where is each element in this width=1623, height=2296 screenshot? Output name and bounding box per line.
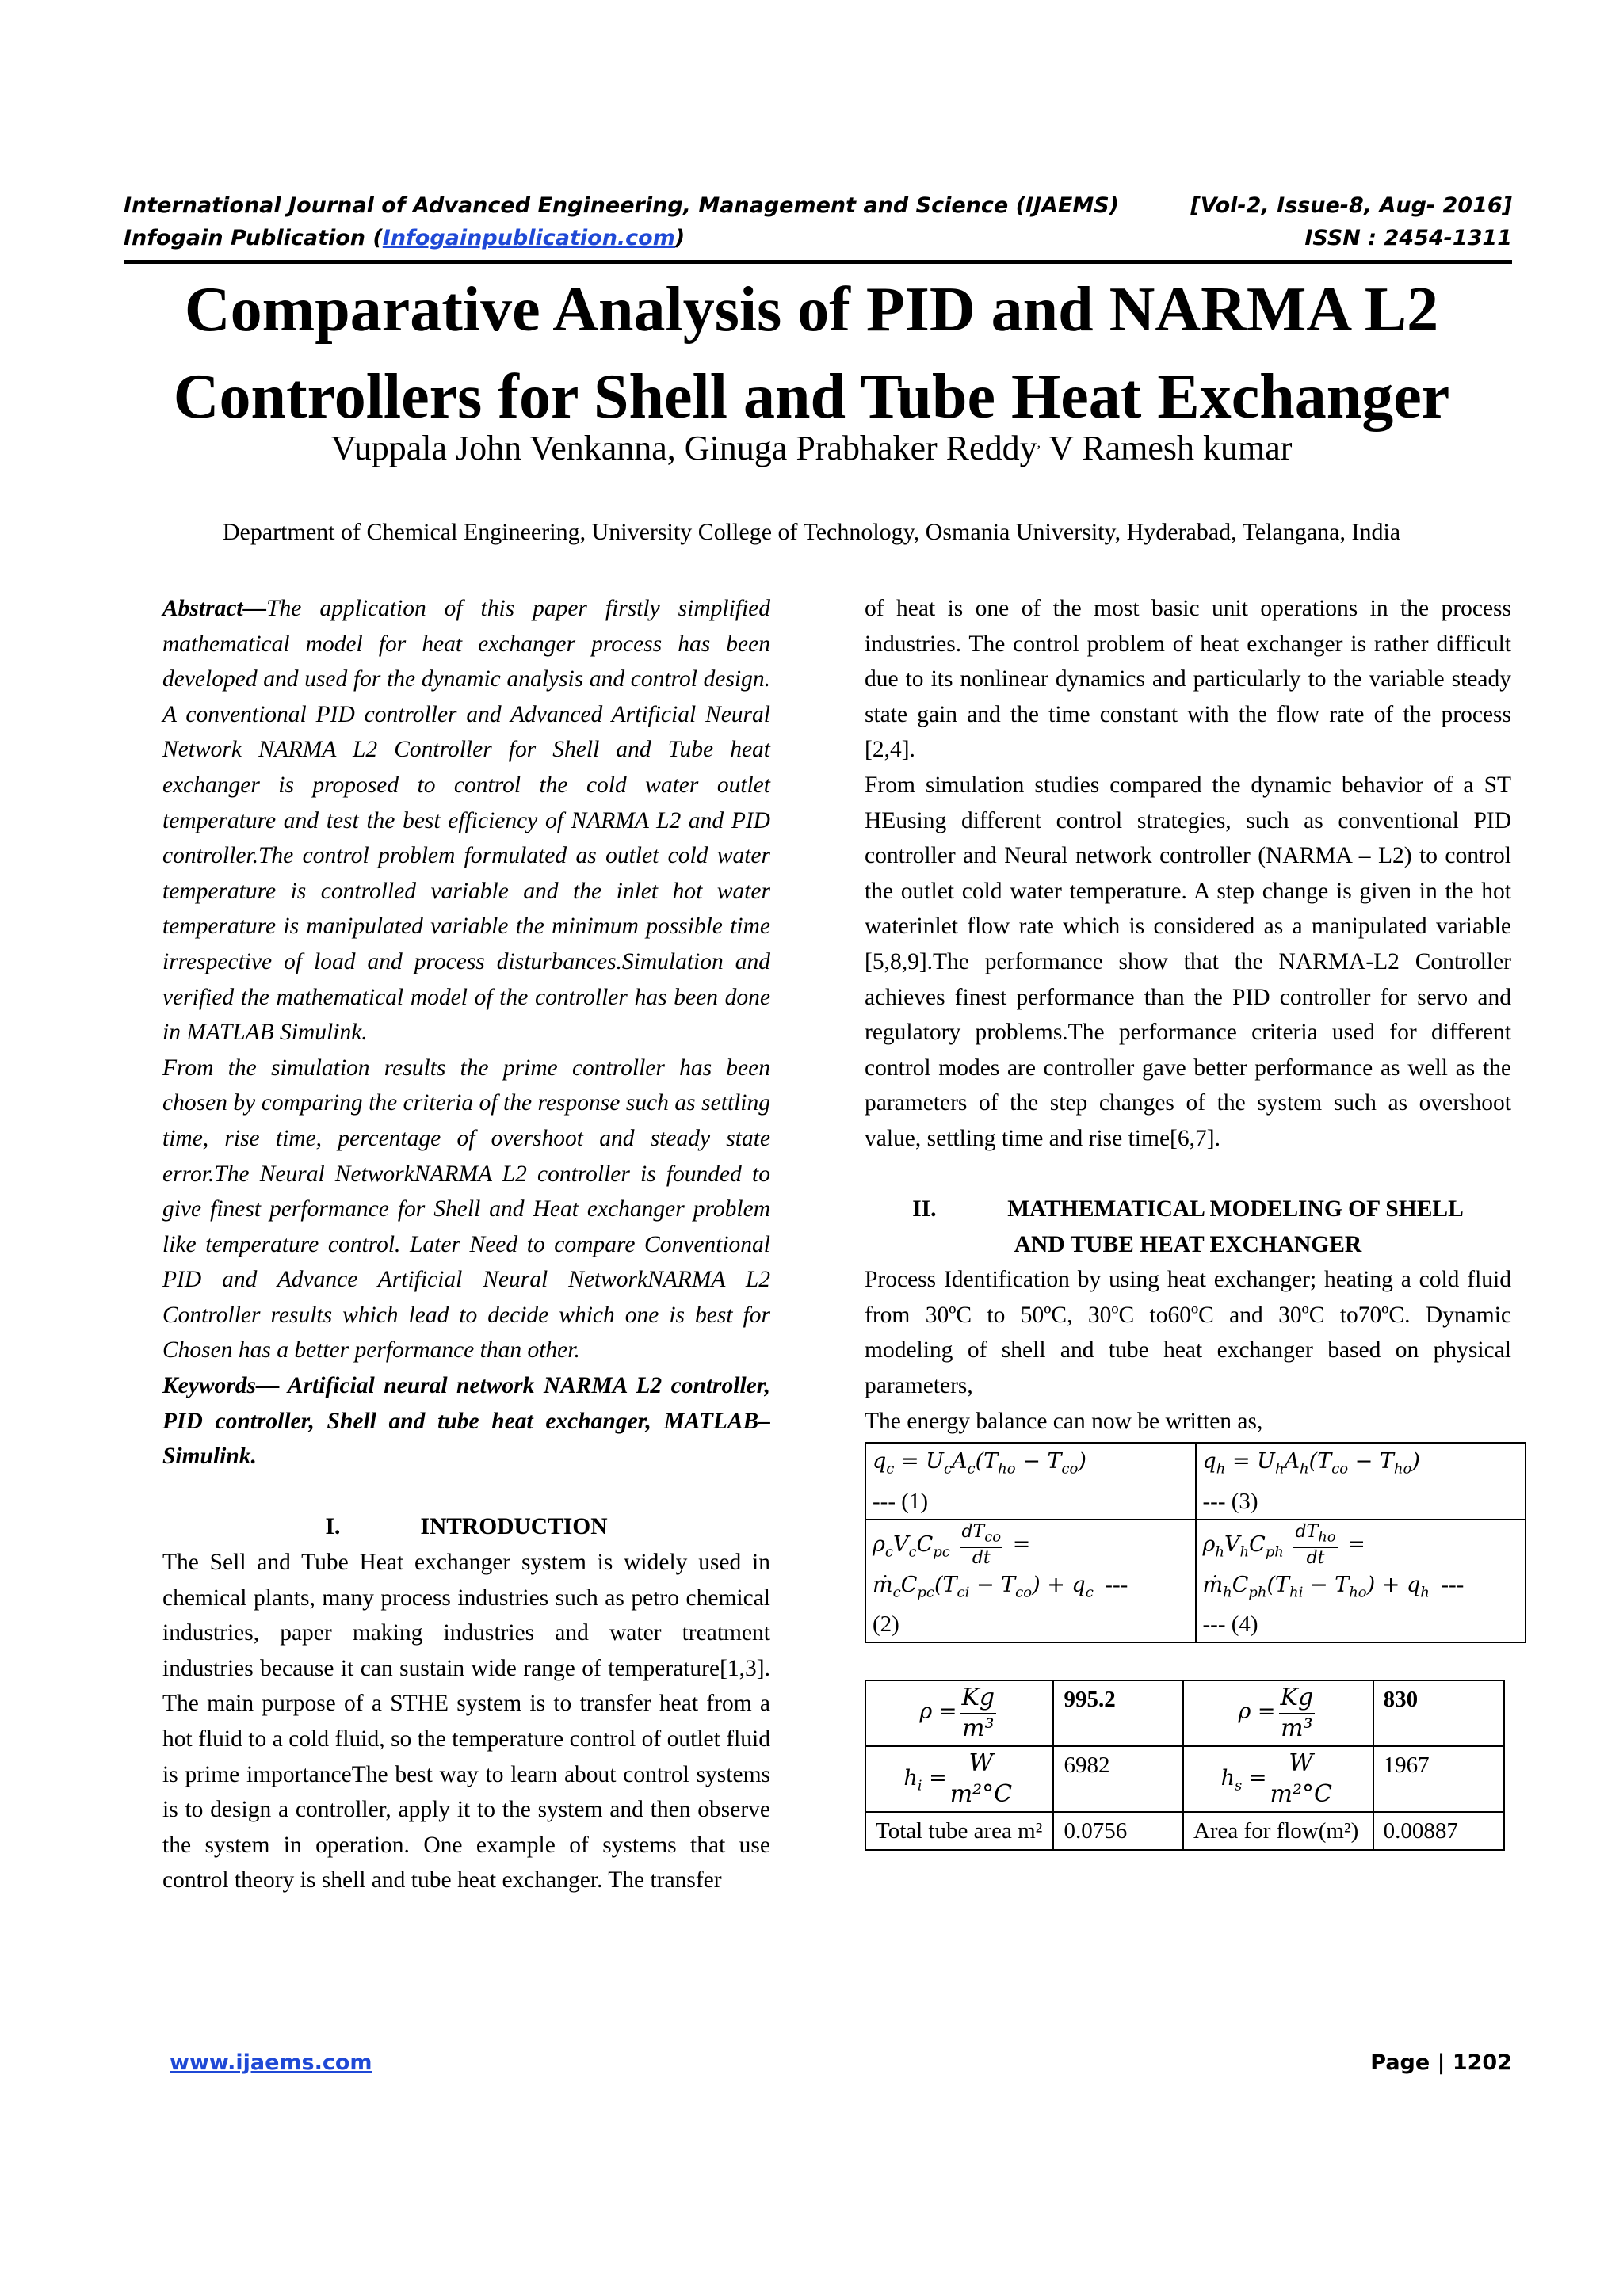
rho-tube-value: 995.2 — [1053, 1680, 1182, 1746]
energy-balance-table — [865, 1442, 1526, 1643]
equation-1-label: --- (1) — [873, 1488, 929, 1514]
equation-3-label: --- (3) — [1202, 1488, 1258, 1514]
keywords: Keywords— Artificial neural network NARMA L2 controller, PID controller, Shell and tube heat exchanger, MATLAB–Simulink. — [162, 1373, 770, 1470]
running-header-top — [124, 193, 1512, 222]
equation-3: $q_h = U_hA_h(T_{co} - T_{ho})$ --- (3) — [1196, 1443, 1526, 1519]
rho-shell-value: 830 — [1373, 1680, 1504, 1746]
abstract: Abstract—The application of this paper firstly simplified mathematical model for heat exchanger process has been developed and used for the dynamic analysis and control design. A conventional PID controller and Advanced Artificial Neural Network NARMA L2 Controller for Shell and Tube heat exchanger is proposed to control the cold water outlet temperature and test the best efficiency of NARMA L2 and PID controller.The control problem formulated as outlet cold water temperature is controlled variable and the inlet hot water temperature is manipulated variable the minimum possible time irrespective of load and process disturbances.Simulation and verified the mathematical model of the controller has been done in MATLAB Simulink. — [162, 596, 770, 1046]
footer-website[interactable]: www.ijaems.com — [170, 2050, 372, 2075]
authors: Vuppala John Venkanna, Ginuga Prabhaker Reddy, V Ramesh kumar — [330, 429, 1293, 467]
physical-parameters-table — [865, 1680, 1505, 1851]
equation-1: $q_c = U_cA_c(T_{ho} - T_{co})$ --- (1) — [865, 1443, 1196, 1519]
simulation-paragraph: From simulation studies compared the dynamic behavior of a ST HEusing different control strategies, such as conventional PID controller and Neural network controller (NARMA – L2) to control the outlet cold water temperature. A step change is given in the hot waterinlet flow rate which is considered as a manipulated variable [5,8,9].The performance show that the NARMA-L2 Controller achieves finest performance than the PID controller for servo and regulatory problems.The performance criteria used for different control modes are controller gave better performance as well as the parameters of the step changes of the system such as overshoot value, settling time and rise time[6,7]. — [865, 772, 1511, 1151]
footer-page-number: Page | 1202 — [1370, 2050, 1512, 2075]
section-heading-introduction: I. INTRODUCTION — [325, 1514, 608, 1540]
intro-continued: of heat is one of the most basic unit operations in the process industries. The control problem of heat exchanger is rather difficult due to its nonlinear dynamics and particularly to the variable steady state gain and the time constant with the flow rate of the process [2,4]. — [865, 596, 1511, 763]
tube-area-value: 0.0756 — [1053, 1812, 1182, 1850]
equation-4: $\rho_hV_hC_{ph}$ $\frac{dT_{ho}}{dt}$ = $ṁ_hC_{ph}(T_{hi} - T_{ho}) + q_h$ --- --- (4) — [1196, 1520, 1526, 1643]
affiliation: Department of Chemical Engineering, University College of Technology, Osmania University, Hyderabad, Telangana, India — [222, 519, 1401, 545]
rho-shell-symbol: ρ = $\frac{Kg}{\text{m³}}$ — [1183, 1680, 1373, 1746]
publisher-link[interactable]: Infogainpublication.com — [382, 226, 675, 250]
equation-2-label: (2) — [873, 1611, 899, 1638]
equation-4-label: --- (4) — [1202, 1611, 1258, 1638]
publisher: Infogain Publication (Infogainpublication.com) — [124, 226, 685, 250]
hi-symbol: $h_i$ = $\frac{W}{\text{m²°C}}$ — [865, 1746, 1053, 1812]
left-column — [162, 591, 770, 1898]
abstract-continued: From the simulation results the prime controller has been chosen by comparing the criteria of the response such as settling time, rise time, percentage of overshoot and steady state error.The Neural NetworkNARMA L2 controller is founded to give finest performance for Shell and Heat exchanger problem like temperature control. Later Need to compare Conventional PID and Advance Artificial Neural NetworkNARMA L2 Controller results which lead to decide which one is best for Chosen has a better performance than other. — [162, 1055, 770, 1363]
equation-2: $\rho_cV_cC_{pc}$ $\frac{dT_{co}}{dt}$ = $ṁ_cC_{pc}(T_{ci} - T_{co}) + q_c$ --- (2) — [865, 1520, 1196, 1643]
hs-value: 1967 — [1373, 1746, 1504, 1812]
volume-issue: [Vol-2, Issue-8, Aug- 2016] — [1190, 193, 1512, 218]
running-header-bottom — [124, 226, 1512, 254]
right-column — [865, 591, 1511, 1851]
journal-name: International Journal of Advanced Engineering, Management and Science (IJAEMS) — [124, 193, 1120, 218]
paper-title: Comparative Analysis of PID and NARMA L2 Controllers for Shell and Tube Heat Exchanger — [173, 275, 1450, 432]
rho-tube-symbol: ρ = $\frac{Kg}{\text{m³}}$ — [865, 1680, 1053, 1746]
modeling-paragraph: Process Identification by using heat exchanger; heating a cold fluid from 30ºC to 50ºC, 30ºC to60ºC and 30ºC to70ºC. Dynamic modeling of shell and tube heat exchanger based on physical parameters, — [865, 1267, 1511, 1399]
section-heading-modeling: II. MATHEMATICAL MODELING OF SHELL AND TUBE HEAT EXCHANGER — [912, 1196, 1464, 1257]
flow-area-value: 0.00887 — [1373, 1812, 1504, 1850]
hs-symbol: $h_s$ = $\frac{W}{\text{m²°C}}$ — [1183, 1746, 1373, 1812]
issn: ISSN : 2454-1311 — [1304, 226, 1512, 250]
header-rule — [124, 260, 1512, 264]
introduction-text: The Sell and Tube Heat exchanger system is widely used in chemical plants, many process industries such as petro chemical industries, paper making industries and water treatment industries because it can sustain wide range of temperature[1,3]. The main purpose of a STHE system is to transfer heat from a hot fluid to a cold fluid, so the temperature control of outlet fluid is prime importanceThe best way to learn about control systems is to design a controller, apply it to the system and then observe the system in operation. One example of systems that use control theory is shell and tube heat exchanger. The transfer — [162, 1550, 770, 1894]
tube-area-label: Total tube area m² — [865, 1812, 1053, 1850]
flow-area-label: Area for flow(m²) — [1183, 1812, 1373, 1850]
hi-value: 6982 — [1053, 1746, 1182, 1812]
energy-balance-intro: The energy balance can now be written as, — [865, 1408, 1263, 1434]
